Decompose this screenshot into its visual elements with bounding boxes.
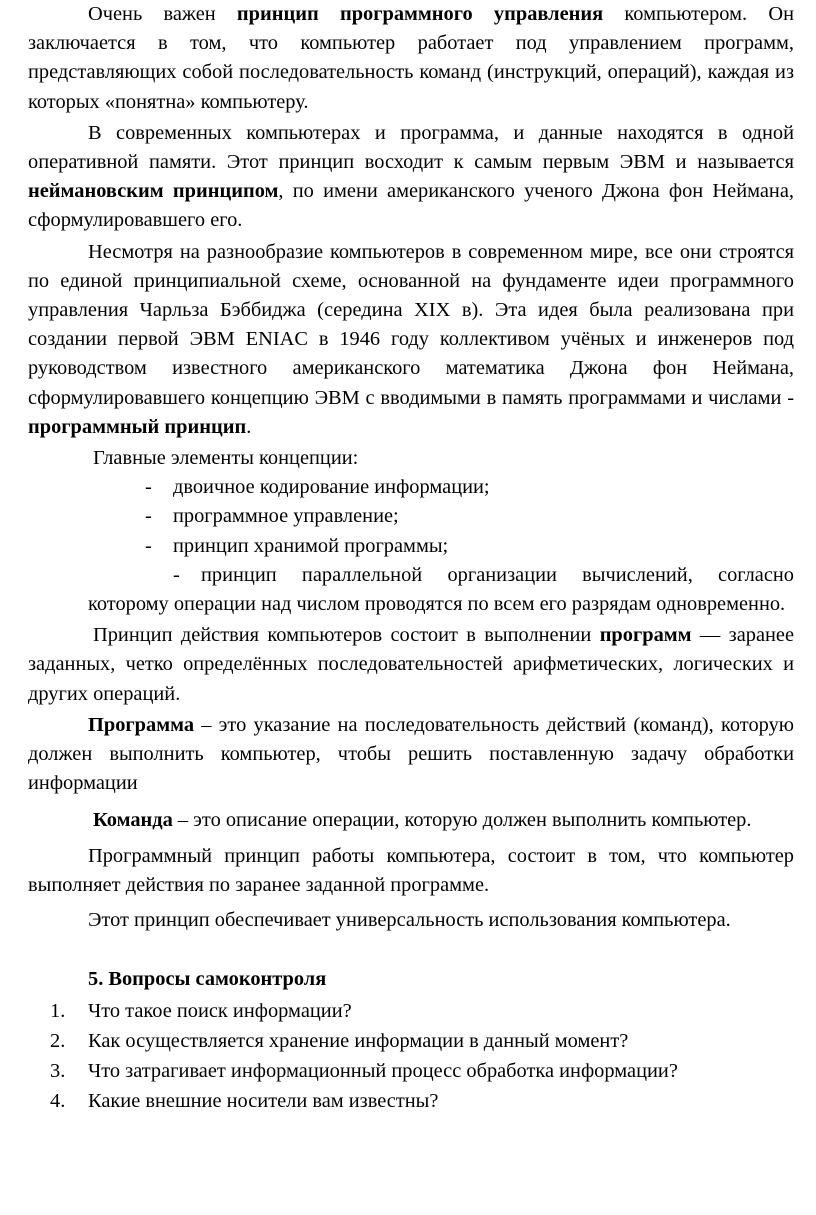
text: В современных компьютерах и программа, и данные находятся в одной оперативной памяти. Этот принцип восходит к самым первым ЭВМ и называется <box>28 121 794 174</box>
term-program-principle: программный принцип <box>28 415 247 438</box>
text: Принцип действия компьютеров состоит в выполнении <box>93 624 600 647</box>
list-item <box>28 473 794 502</box>
paragraph-universality: Этот принцип обеспечивает универсальность использования компьютера. <box>88 909 731 932</box>
list-dash: - <box>173 563 180 586</box>
question-text: Что затрагивает информационный процесс обработка информации? <box>88 1059 678 1082</box>
paragraph-command-definition <box>28 806 794 835</box>
section-title: 5. Вопросы самоконтроля <box>88 968 327 991</box>
list-item-text: программное управление; <box>173 505 399 528</box>
list-item <box>28 502 794 531</box>
paragraph-program-definition <box>28 711 794 799</box>
term-program: Программа <box>88 713 195 736</box>
paragraph-program-control <box>28 0 794 117</box>
list-dash: - <box>145 534 152 557</box>
list-item-text: двоичное кодирование информации; <box>173 476 490 499</box>
list-item-text: принцип хранимой программы; <box>173 534 449 557</box>
concept-elements-list <box>28 473 794 619</box>
question-item <box>28 1087 794 1116</box>
question-text: Что такое поиск информации? <box>88 999 352 1022</box>
question-number: 3. <box>50 1059 66 1082</box>
text: Очень важен <box>88 3 237 25</box>
question-item <box>28 1057 794 1086</box>
list-dash: - <box>145 476 152 499</box>
paragraph-neumann-principle <box>28 119 794 236</box>
question-number: 4. <box>50 1090 66 1113</box>
question-item <box>28 1027 794 1056</box>
concept-elements-heading: Главные элементы концепции: <box>93 447 359 470</box>
paragraph-program-principle: Программный принцип работы компьютера, состоит в том, что компьютер выполняет действия по заранее заданной программе. <box>28 844 794 896</box>
text: – это указание на последовательность действий (команд), которую должен выполнить компьютер, чтобы решить поставленную задачу обработки информации <box>28 713 794 795</box>
text: , по имени американского ученого Джона фон Неймана, сформулировавшего его. <box>28 180 794 232</box>
self-control-questions <box>28 997 794 1117</box>
term-program-control: принцип программного управления <box>236 3 604 25</box>
text: компьютером. Он заключается в том, что компьютер работает под управлением программ, представляющих собой последовательность команд (инструкций, операций), каждая из которых «понятна» компьютеру. <box>28 3 794 113</box>
question-number: 1. <box>50 999 66 1022</box>
document-page <box>28 0 794 1117</box>
term-programs: программ <box>599 624 692 647</box>
paragraph-operation-principle <box>28 621 794 709</box>
list-item <box>28 561 794 619</box>
text: – это описание операции, которую должен выполнить компьютер. <box>172 809 752 832</box>
question-text: Как осуществляется хранение информации в данный момент? <box>88 1029 629 1052</box>
text: Несмотря на разнообразие компьютеров в современном мире, все они строятся по единой принципиальной схеме, основанной на фундаменте идеи программного управления Чарльза Бэббиджа (середина XIX в). Эта идея была реализована при создании первой ЭВМ ENIAC в 1946 году коллективом учёных и инженеров под руководством известного американского математика Джона фон Неймана, сформулировавшего концепцию ЭВМ с вводимыми в память программами и числами - <box>28 240 794 409</box>
term-neumann-principle: неймановским принципом <box>28 180 279 203</box>
list-dash: - <box>145 505 152 528</box>
question-item <box>28 997 794 1026</box>
question-number: 2. <box>50 1029 66 1052</box>
term-command: Команда <box>93 809 173 832</box>
text: . <box>246 415 252 438</box>
list-item-text: принцип параллельной организации вычислений, согласно которому операции над числом проводятся по всем его разрядам одновременно. <box>88 563 794 616</box>
list-item <box>28 532 794 561</box>
text: — заранее заданных, четко определённых последовательностей арифметических, логических и других операций. <box>28 624 795 705</box>
paragraph-computer-history <box>28 238 794 442</box>
question-text: Какие внешние носители вам известны? <box>88 1090 439 1113</box>
